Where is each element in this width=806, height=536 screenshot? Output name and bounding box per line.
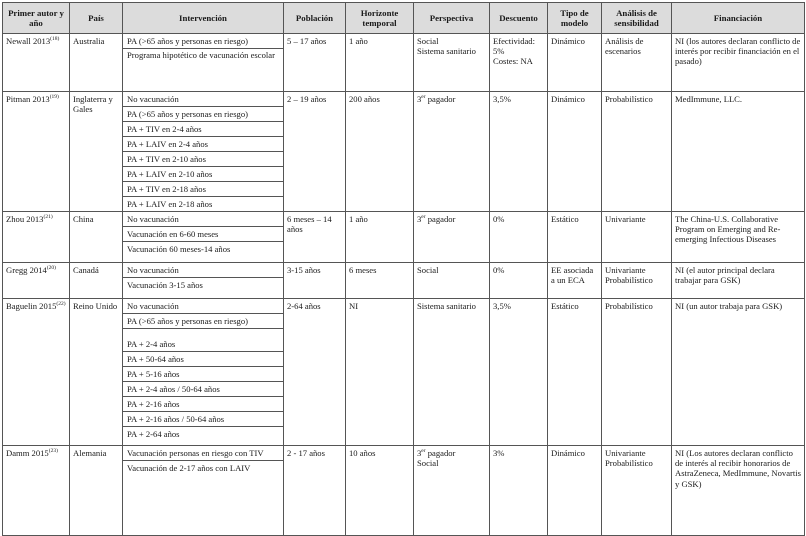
- model-cell: [548, 212, 602, 263]
- intervention-cell: [123, 212, 284, 263]
- study-row: [3, 212, 805, 263]
- intervention-item: No vacunación: [123, 263, 283, 278]
- funding-cell: [672, 446, 805, 536]
- population-cell: [284, 212, 346, 263]
- horizon-cell-text: NI: [349, 301, 359, 311]
- horizon-cell: [346, 446, 414, 536]
- author-cell: [3, 92, 70, 212]
- horizon-cell-text: 10 años: [349, 448, 376, 458]
- sensitivity-cell-text: Univariante Probabilístico: [605, 448, 653, 469]
- funding-cell-text: NI (un autor trabaja para GSK): [675, 301, 783, 311]
- sensitivity-cell: [602, 446, 672, 536]
- intervention-cell: [123, 299, 284, 446]
- perspective-cell: [414, 92, 490, 212]
- horizon-cell: [346, 212, 414, 263]
- author-cell: [3, 212, 70, 263]
- author-cell: [3, 34, 70, 92]
- author-cell: [3, 446, 70, 536]
- discount-cell: [490, 34, 548, 92]
- model-cell: [548, 446, 602, 536]
- study-row: [3, 34, 805, 92]
- intervention-cell: [123, 263, 284, 299]
- author-ref: (19): [49, 94, 59, 101]
- intervention-item: PA + 5-16 años: [123, 367, 283, 382]
- author-name: Baguelin 2015: [6, 301, 57, 311]
- intervention-item: No vacunación: [123, 212, 283, 227]
- perspective-ordinal-suffix: er: [421, 214, 426, 221]
- intervention-item: Vacunación personas en riesgo con TIV: [123, 446, 283, 461]
- horizon-cell-text: 1 año: [349, 214, 368, 224]
- sensitivity-cell-text: Probabilístico: [605, 94, 653, 104]
- author-ref: (23): [48, 448, 58, 455]
- funding-cell-text: NI (los autores declaran conflicto de interés por recibir financiación en el pasado): [675, 36, 801, 67]
- model-cell: [548, 92, 602, 212]
- perspective-text: Social Sistema sanitario: [417, 36, 476, 57]
- discount-cell: [490, 299, 548, 446]
- funding-cell: [672, 263, 805, 299]
- perspective-text: pagador Social: [417, 448, 456, 469]
- intervention-item: PA + LAIV en 2-18 años: [127, 199, 213, 209]
- perspective-ordinal-suffix: er: [421, 94, 426, 101]
- intervention-item: PA + LAIV en 2-10 años: [123, 167, 283, 182]
- country-cell-text: Canadá: [73, 265, 99, 275]
- author-ref: (21): [43, 214, 53, 221]
- funding-cell-text: NI (el autor principal declara trabajar para GSK): [675, 265, 775, 286]
- intervention-item: PA (>65 años y personas en riesgo): [123, 314, 283, 329]
- discount-cell-text: 3,5%: [493, 94, 511, 104]
- intervention-cell: [123, 92, 284, 212]
- author-name: Pitman 2013: [6, 94, 50, 104]
- intervention-item: Programa hipotético de vacunación escolar: [127, 50, 275, 60]
- intervention-item: No vacunación: [123, 92, 283, 107]
- perspective-text: pagador: [425, 214, 456, 224]
- model-cell-text: Dinámico: [551, 94, 585, 104]
- sensitivity-cell: [602, 299, 672, 446]
- author-name: Newall 2013: [6, 36, 51, 46]
- perspective-ordinal: 3: [417, 94, 422, 104]
- header-country: País: [70, 3, 123, 34]
- study-row: [3, 92, 805, 212]
- intervention-item: PA + 2-64 años: [127, 429, 180, 439]
- model-cell: [548, 299, 602, 446]
- perspective-cell: [414, 212, 490, 263]
- header-horizon: Horizonte temporal: [346, 3, 414, 34]
- intervention-item: No vacunación: [123, 299, 283, 314]
- perspective-cell: [414, 34, 490, 92]
- discount-cell-text: 0%: [493, 214, 505, 224]
- population-cell: [284, 263, 346, 299]
- horizon-cell-text: 1 año: [349, 36, 368, 46]
- discount-cell: [490, 263, 548, 299]
- country-cell: [70, 446, 123, 536]
- intervention-item: Vacunación 60 meses-14 años: [127, 244, 231, 254]
- country-cell: [70, 263, 123, 299]
- intervention-item: Vacunación en 6-60 meses: [123, 227, 283, 242]
- header-sensitivity: Análisis de sensibilidad: [602, 3, 672, 34]
- country-cell-text: China: [73, 214, 94, 224]
- studies-table: [2, 2, 805, 536]
- perspective-text: Sistema sanitario: [417, 301, 476, 311]
- intervention-list: [123, 446, 283, 475]
- author-ref: (22): [56, 301, 66, 308]
- header-funding: Financiación: [672, 3, 805, 34]
- discount-cell-text: Efectividad: 5% Costes: NA: [493, 36, 535, 67]
- model-cell: [548, 263, 602, 299]
- header-population: Población: [284, 3, 346, 34]
- sensitivity-cell: [602, 212, 672, 263]
- horizon-cell-text: 200 años: [349, 94, 380, 104]
- horizon-cell-text: 6 meses: [349, 265, 377, 275]
- country-cell: [70, 34, 123, 92]
- sensitivity-cell-text: Probabilístico: [605, 301, 653, 311]
- perspective-ordinal: 3: [417, 214, 422, 224]
- population-cell-text: 2 – 19 años: [287, 94, 327, 104]
- intervention-item: PA (>65 años y personas en riesgo): [123, 34, 283, 49]
- sensitivity-cell: [602, 34, 672, 92]
- study-row: [3, 263, 805, 299]
- intervention-list: [123, 299, 283, 441]
- intervention-item: PA + LAIV en 2-4 años: [123, 137, 283, 152]
- model-cell-text: Dinámico: [551, 36, 585, 46]
- population-cell: [284, 446, 346, 536]
- funding-cell: [672, 299, 805, 446]
- population-cell: [284, 299, 346, 446]
- intervention-item: PA + 50-64 años: [123, 352, 283, 367]
- header-discount: Descuento: [490, 3, 548, 34]
- study-row: [3, 299, 805, 446]
- horizon-cell: [346, 34, 414, 92]
- intervention-cell: [123, 34, 284, 92]
- horizon-cell: [346, 299, 414, 446]
- intervention-item: PA + 2-16 años: [123, 397, 283, 412]
- intervention-item: PA + TIV en 2-4 años: [123, 122, 283, 137]
- population-cell: [284, 92, 346, 212]
- author-name: Damm 2015: [6, 448, 49, 458]
- sensitivity-cell-text: Univariante Probabilístico: [605, 265, 653, 286]
- header-perspective: Perspectiva: [414, 3, 490, 34]
- population-cell-text: 5 – 17 años: [287, 36, 327, 46]
- funding-cell: [672, 212, 805, 263]
- intervention-list: [123, 263, 283, 292]
- perspective-cell: [414, 446, 490, 536]
- model-cell-text: Estático: [551, 214, 579, 224]
- country-cell-text: Alemania: [73, 448, 107, 458]
- intervention-item: PA + TIV en 2-18 años: [123, 182, 283, 197]
- sensitivity-cell-text: Univariante: [605, 214, 646, 224]
- author-name: Zhou 2013: [6, 214, 44, 224]
- intervention-list: [123, 34, 283, 63]
- discount-cell-text: 0%: [493, 265, 505, 275]
- perspective-cell: [414, 299, 490, 446]
- intervention-item: PA + TIV en 2-10 años: [123, 152, 283, 167]
- country-cell-text: Inglaterra y Gales: [73, 94, 113, 115]
- model-cell: [548, 34, 602, 92]
- model-cell-text: EE asociada a un ECA: [551, 265, 594, 286]
- funding-cell-text: MedImmune, LLC.: [675, 94, 743, 104]
- model-cell-text: Dinámico: [551, 448, 585, 458]
- population-cell: [284, 34, 346, 92]
- country-cell-text: Australia: [73, 36, 105, 46]
- author-ref: (18): [50, 36, 60, 43]
- author-cell: [3, 299, 70, 446]
- author-name: Gregg 2014: [6, 265, 47, 275]
- funding-cell: [672, 92, 805, 212]
- horizon-cell: [346, 92, 414, 212]
- sensitivity-cell-text: Análisis de escenarios: [605, 36, 644, 57]
- intervention-list: [123, 212, 283, 256]
- country-cell: [70, 299, 123, 446]
- perspective-text: pagador: [425, 94, 456, 104]
- population-cell-text: 2-64 años: [287, 301, 321, 311]
- intervention-cell: [123, 446, 284, 536]
- intervention-item: PA (>65 años y personas en riesgo): [123, 107, 283, 122]
- intervention-item: Vacunación de 2-17 años con LAIV: [127, 463, 251, 473]
- population-cell-text: 6 meses – 14 años: [287, 214, 332, 235]
- intervention-item: PA + 2-16 años / 50-64 años: [123, 412, 283, 427]
- model-cell-text: Estático: [551, 301, 579, 311]
- sensitivity-cell: [602, 92, 672, 212]
- horizon-cell: [346, 263, 414, 299]
- header-row: [3, 3, 805, 34]
- sensitivity-cell: [602, 263, 672, 299]
- intervention-item: PA + 2-4 años / 50-64 años: [123, 382, 283, 397]
- intervention-item: Vacunación 3-15 años: [127, 280, 203, 290]
- funding-cell-text: NI (Los autores declaran conflicto de interés al recibir honorarios de AstraZeneca, MedImmune, Novartis y GSK): [675, 448, 801, 489]
- intervention-item: PA + 2-4 años: [123, 337, 283, 352]
- study-row: [3, 446, 805, 536]
- funding-cell-text: The China-U.S. Collaborative Program on Emerging and Re-emerging Infectious Diseases: [675, 214, 781, 245]
- population-cell-text: 3-15 años: [287, 265, 321, 275]
- discount-cell-text: 3%: [493, 448, 505, 458]
- author-cell: [3, 263, 70, 299]
- perspective-ordinal-suffix: er: [421, 448, 426, 455]
- header-model: Tipo de modelo: [548, 3, 602, 34]
- country-cell-text: Reino Unido: [73, 301, 118, 311]
- header-author: Primer autor y año: [3, 3, 70, 34]
- discount-cell: [490, 212, 548, 263]
- country-cell: [70, 212, 123, 263]
- perspective-text: Social: [417, 265, 439, 275]
- header-intervention: Intervención: [123, 3, 284, 34]
- country-cell: [70, 92, 123, 212]
- author-ref: (20): [46, 265, 56, 272]
- intervention-list: [123, 92, 283, 211]
- discount-cell: [490, 92, 548, 212]
- population-cell-text: 2 - 17 años: [287, 448, 325, 458]
- discount-cell-text: 3,5%: [493, 301, 511, 311]
- discount-cell: [490, 446, 548, 536]
- perspective-cell: [414, 263, 490, 299]
- funding-cell: [672, 34, 805, 92]
- perspective-ordinal: 3: [417, 448, 422, 458]
